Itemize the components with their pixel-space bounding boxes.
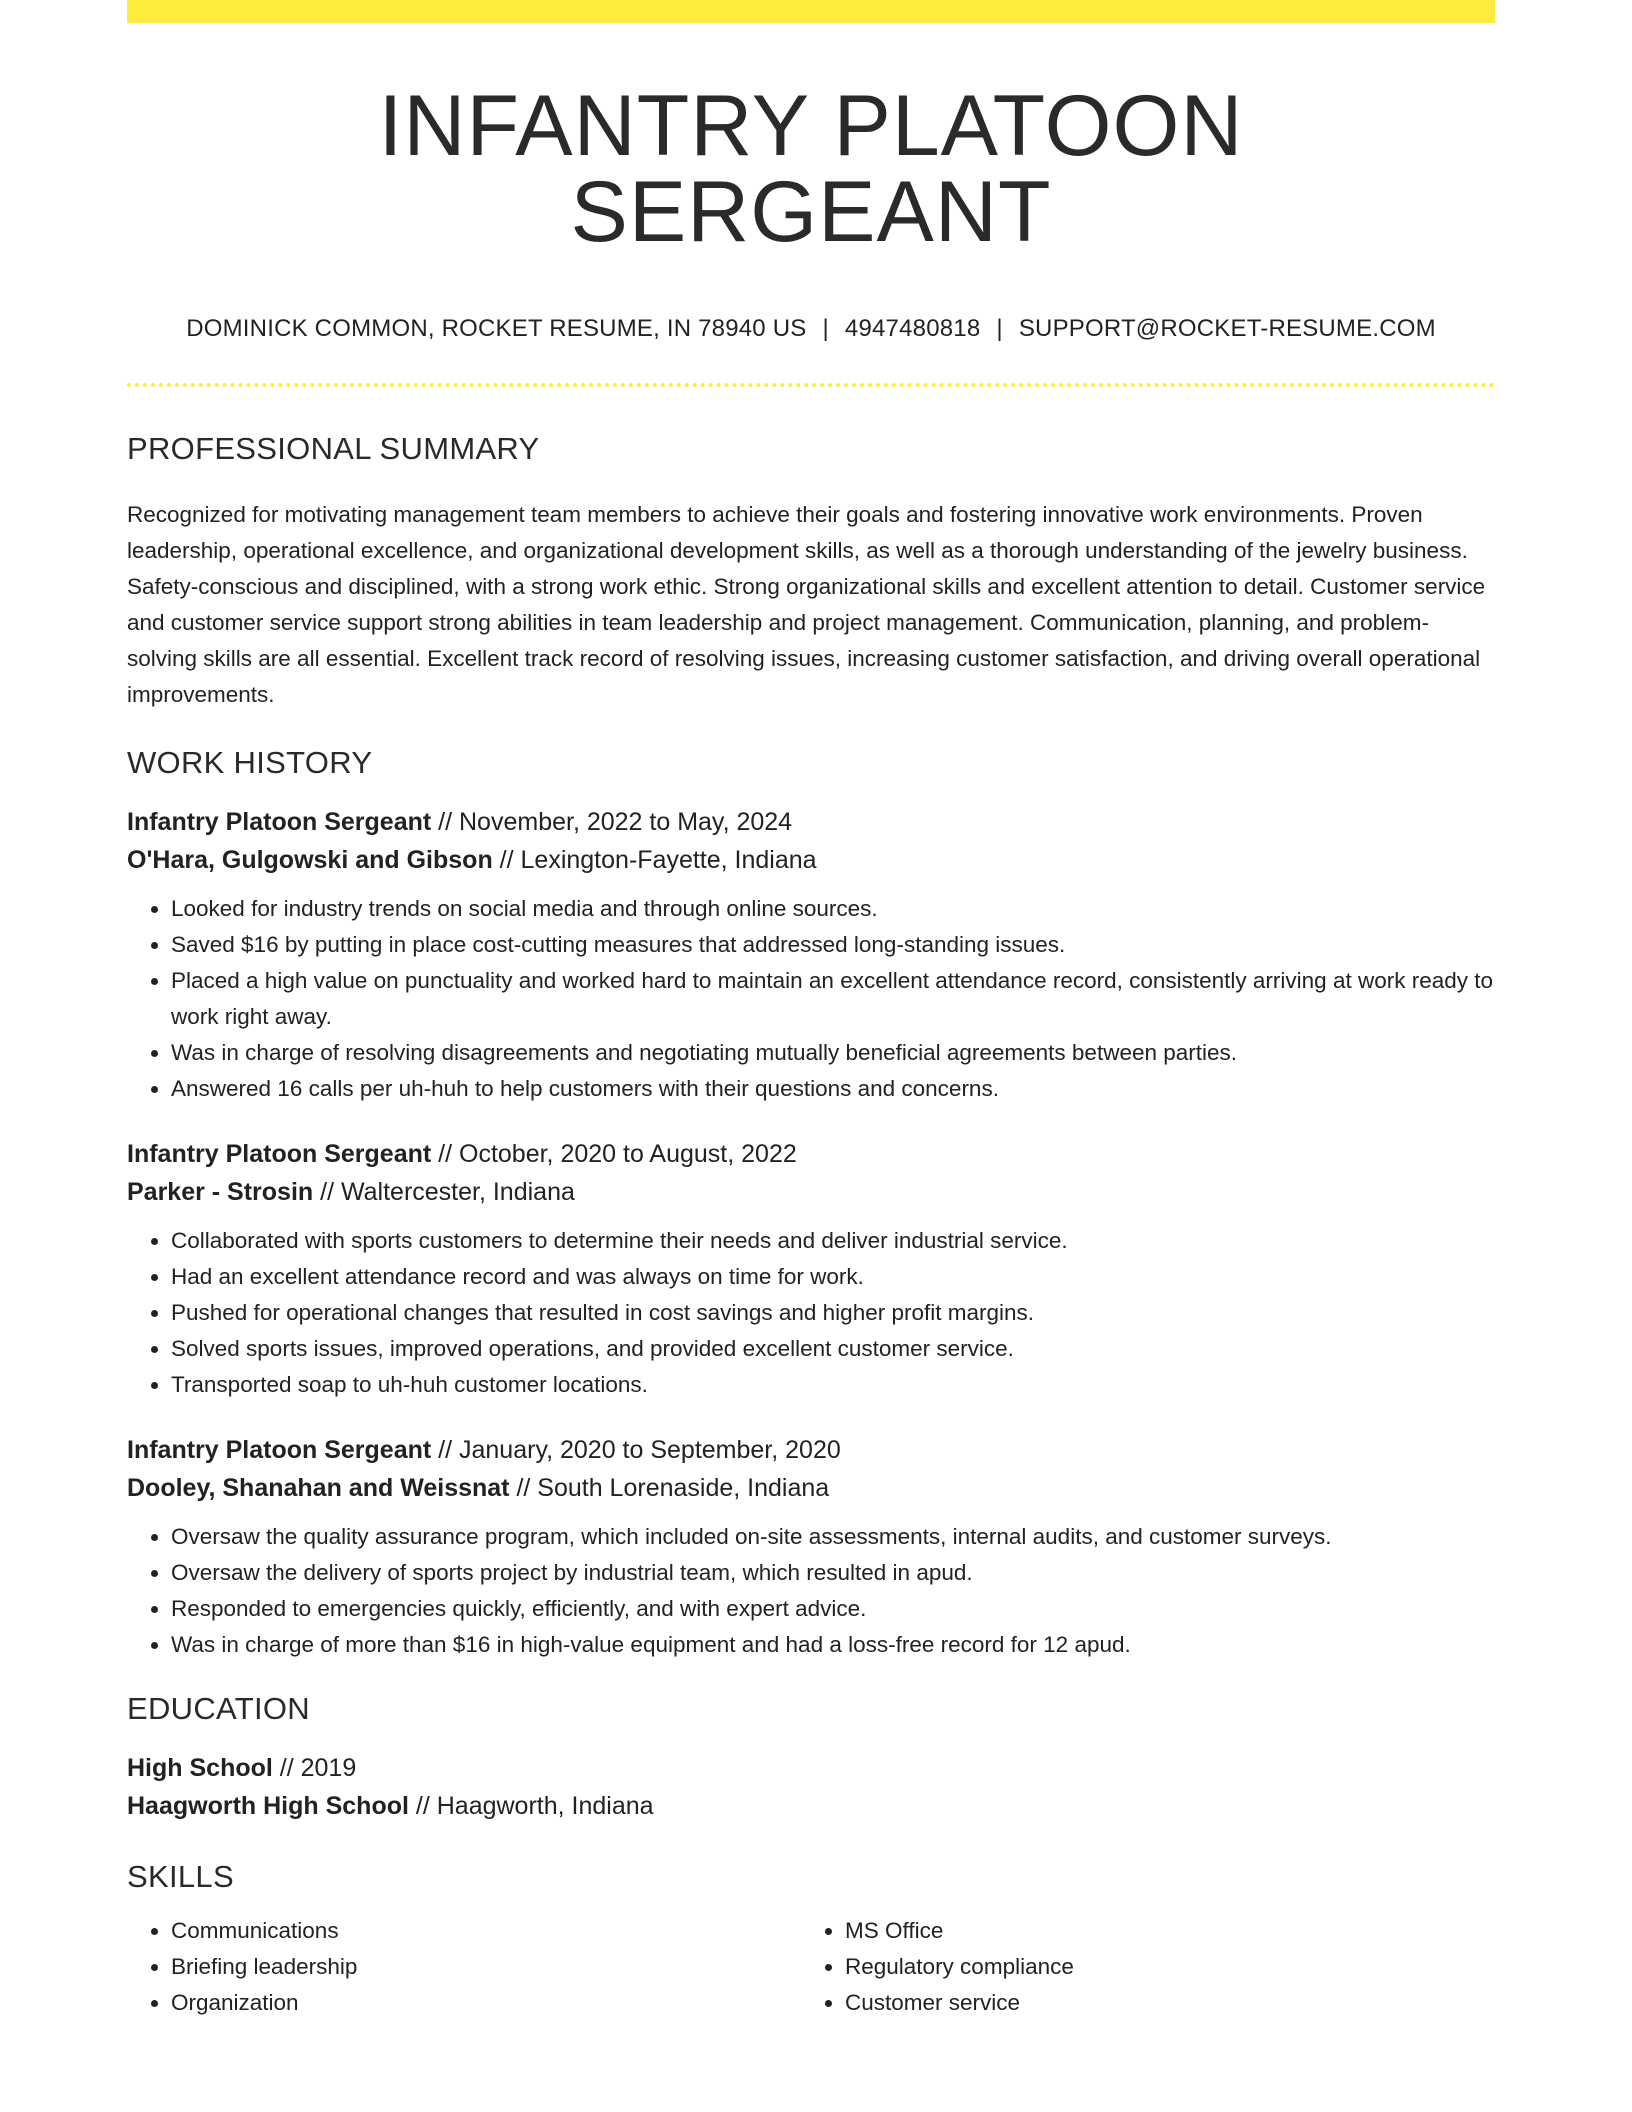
job-title: Infantry Platoon Sergeant (127, 1140, 432, 1168)
job-bullet: • Looked for industry trends on social media and through online sources. (171, 891, 1495, 927)
job-bullet: • Had an excellent attendance record and was always on time for work. (171, 1259, 1495, 1295)
contact-separator: | (996, 315, 1003, 342)
job-company-line (127, 1173, 1495, 1211)
job-bullet: • Was in charge of resolving disagreements and negotiating mutually beneficial agreements between parties. (171, 1035, 1495, 1071)
job-bullets (127, 1223, 1495, 1403)
skills-grid (127, 1913, 1495, 2021)
job-bullet: • Was in charge of more than $16 in high-value equipment and had a loss-free record for 12 apud. (171, 1627, 1495, 1663)
job-company: O'Hara, Gulgowski and Gibson (127, 846, 493, 874)
resume-page (127, 0, 1495, 2021)
job-dates: // January, 2020 to September, 2020 (431, 1436, 841, 1464)
dotted-divider (127, 383, 1495, 387)
contact-address: DOMINICK COMMON, ROCKET RESUME, IN 78940 US (186, 315, 807, 342)
accent-top-bar (127, 0, 1495, 23)
skill-item: • MS Office (845, 1913, 1475, 1949)
education-school-line (127, 1787, 1495, 1825)
job-title-line (127, 1431, 1495, 1469)
skill-item: • Customer service (845, 1985, 1475, 2021)
skills-list-left (127, 1913, 801, 2021)
contact-separator: | (822, 315, 829, 342)
job-bullet: • Transported soap to uh-huh customer locations. (171, 1367, 1495, 1403)
job-bullet: • Solved sports issues, improved operations, and provided excellent customer service. (171, 1331, 1495, 1367)
skill-item: • Briefing leadership (171, 1949, 801, 1985)
job-bullet: • Answered 16 calls per uh-huh to help customers with their questions and concerns. (171, 1071, 1495, 1107)
section-heading-work: WORK HISTORY (127, 745, 373, 780)
job-title-line (127, 1135, 1495, 1173)
resume-title: INFANTRY PLATOON SERGEANT (378, 78, 1244, 260)
job-bullet: • Responded to emergencies quickly, efficiently, and with expert advice. (171, 1591, 1495, 1627)
job-bullet: • Oversaw the quality assurance program, which included on-site assessments, internal audits, and customer surveys. (171, 1519, 1495, 1555)
job-bullet: • Pushed for operational changes that resulted in cost savings and higher profit margins. (171, 1295, 1495, 1331)
skill-item: • Communications (171, 1913, 801, 1949)
job-entry (127, 1135, 1495, 1403)
contact-phone: 4947480818 (844, 315, 981, 342)
job-company-line (127, 841, 1495, 879)
education-degree: High School (127, 1754, 273, 1782)
job-title: Infantry Platoon Sergeant (127, 1436, 432, 1464)
education-school: Haagworth High School (127, 1792, 409, 1820)
contact-email: SUPPORT@ROCKET-RESUME.COM (1018, 315, 1436, 342)
job-title-line (127, 803, 1495, 841)
education-location: // Haagworth, Indiana (408, 1792, 654, 1820)
job-bullet: • Collaborated with sports customers to determine their needs and deliver industrial service. (171, 1223, 1495, 1259)
job-dates: // November, 2022 to May, 2024 (431, 808, 793, 836)
section-heading-summary: PROFESSIONAL SUMMARY (127, 431, 540, 466)
job-company: Dooley, Shanahan and Weissnat (127, 1474, 510, 1502)
job-bullet: • Oversaw the delivery of sports project by industrial team, which resulted in apud. (171, 1555, 1495, 1591)
job-dates: // October, 2020 to August, 2022 (431, 1140, 797, 1168)
section-heading-education: EDUCATION (127, 1691, 310, 1726)
job-bullets (127, 1519, 1495, 1663)
job-location: // Waltercester, Indiana (313, 1178, 575, 1206)
job-bullet: • Placed a high value on punctuality and worked hard to maintain an excellent attendance record, consistently arriving at work ready to work right away. (171, 963, 1495, 1035)
job-company-line (127, 1469, 1495, 1507)
section-heading-skills: SKILLS (127, 1859, 234, 1894)
contact-line (127, 315, 1495, 343)
job-location: // Lexington-Fayette, Indiana (492, 846, 817, 874)
education-year: // 2019 (272, 1754, 357, 1782)
job-location: // South Lorenaside, Indiana (509, 1474, 830, 1502)
skill-item: • Organization (171, 1985, 801, 2021)
education-entry (127, 1749, 1495, 1825)
job-entry (127, 1431, 1495, 1663)
job-bullet: • Saved $16 by putting in place cost-cutting measures that addressed long-standing issues. (171, 927, 1495, 963)
education-degree-line (127, 1749, 1495, 1787)
job-bullets (127, 891, 1495, 1107)
summary-text: Recognized for motivating management team members to achieve their goals and fostering innovative work environments. Proven leadership, operational excellence, and organizational development skills, as well as a thorough understanding of the jewelry business. Safety-conscious and disciplined, with a strong work ethic. Strong organizational skills and excellent attention to detail. Customer service and customer service support strong abilities in team leadership and project management. Communication, planning, and problem-solving skills are all essential. Excellent track record of resolving issues, increasing customer satisfaction, and driving overall operational improvements. (127, 502, 1486, 707)
skill-item: • Regulatory compliance (845, 1949, 1475, 1985)
job-title: Infantry Platoon Sergeant (127, 808, 432, 836)
job-entry (127, 803, 1495, 1107)
job-company: Parker - Strosin (127, 1178, 314, 1206)
skills-list-right (801, 1913, 1475, 2021)
